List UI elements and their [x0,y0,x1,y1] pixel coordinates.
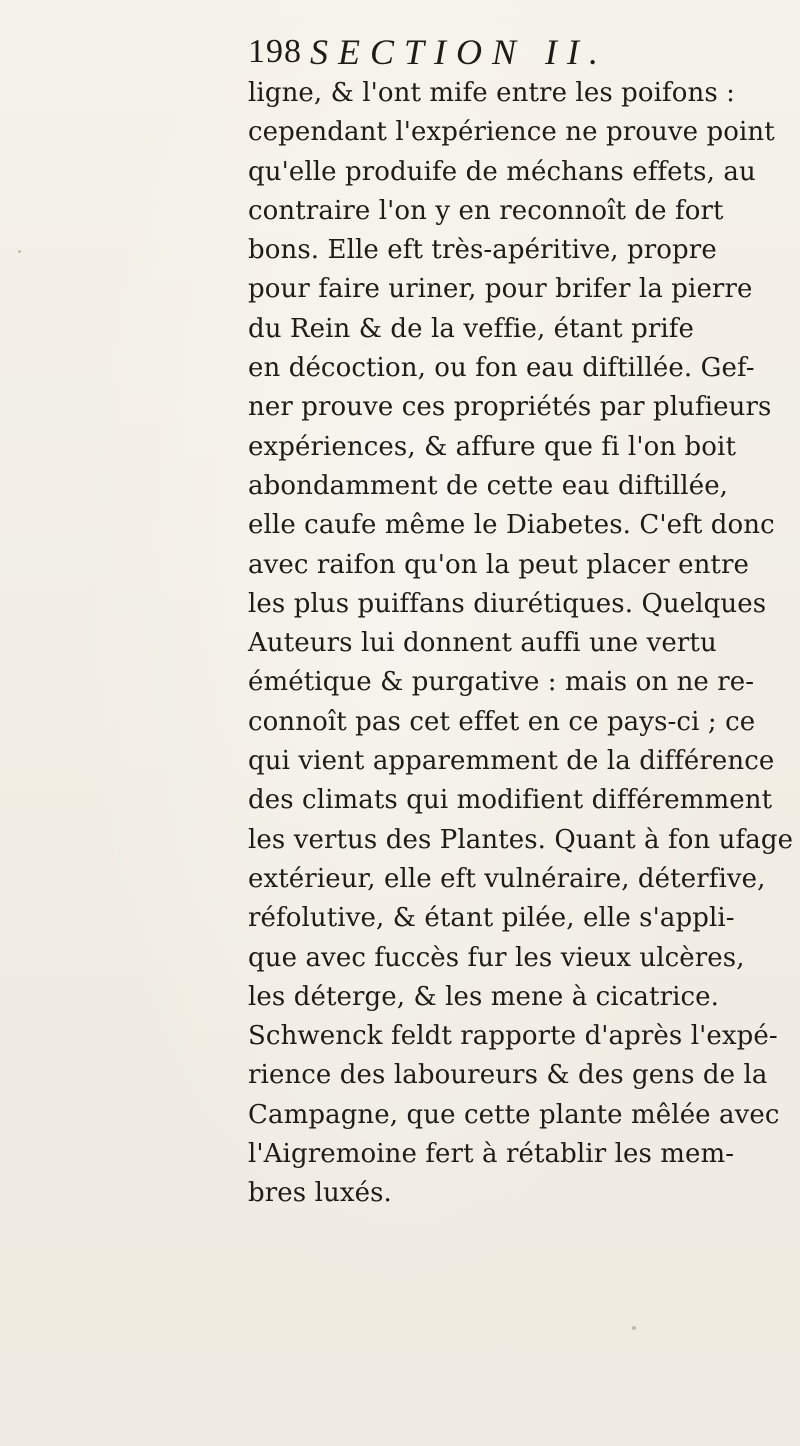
text-line: qu'elle produife de méchans effets, au [248,156,756,187]
text-line: expériences, & affure que fi l'on boit [248,431,736,462]
text-line: pour faire uriner, pour brifer la pierre [248,274,753,305]
text-line: des climats qui modifient différemment [248,785,773,816]
text-line: l'Aigremoine fert à rétablir les mem- [248,1139,735,1170]
text-line: Auteurs lui donnent auffi une vertu [248,628,717,659]
text-line: Schwenck feldt rapporte d'après l'expé- [248,1021,778,1052]
body-text [248,74,794,1214]
text-line: que avec fuccès fur les vieux ulcères, [248,942,745,973]
text-line: rience des laboureurs & des gens de la [248,1060,768,1091]
text-line: les déterge, & les mene à cicatrice. [248,981,720,1012]
text-line: en décoction, ou fon eau diftillée. Gef- [248,353,755,384]
page-header [248,30,708,80]
text-line: réfolutive, & étant pilée, elle s'appli- [248,903,735,934]
text-line: émétique & purgative : mais on ne re- [248,667,755,698]
text-line: les vertus des Plantes. Quant à fon ufage [248,824,794,855]
text-line: bons. Elle eft très-apéritive, propre [248,235,717,266]
text-line: abondamment de cette eau diftillée, [248,470,729,501]
text-line: avec raifon qu'on la peut placer entre [248,549,749,580]
text-line: contraire l'on y en reconnoît de fort [248,195,724,226]
text-line: ligne, & l'ont mife entre les poifons : [248,78,736,108]
text-line: cependant l'expérience ne prouve point [248,117,775,148]
text-line: connoît pas cet effet en ce pays-ci ; ce [248,706,756,737]
text-line: du Rein & de la veffie, étant prife [248,313,694,344]
text-line: qui vient apparemment de la différence [248,746,775,777]
paper-speck [18,250,21,253]
text-line: bres luxés. [248,1178,392,1209]
running-head: SECTION II. [310,32,608,72]
text-line: extérieur, elle eft vulnéraire, déterfive, [248,863,766,894]
paper-speck [632,1326,636,1330]
text-line: elle caufe même le Diabetes. C'eft donc [248,510,775,541]
text-line: ner prouve ces propriétés par plufieurs [248,392,772,423]
text-line: Campagne, que cette plante mêlée avec [248,1099,780,1130]
page-number: 198 [248,33,302,70]
text-line: les plus puiffans diurétiques. Quelques [248,588,767,619]
